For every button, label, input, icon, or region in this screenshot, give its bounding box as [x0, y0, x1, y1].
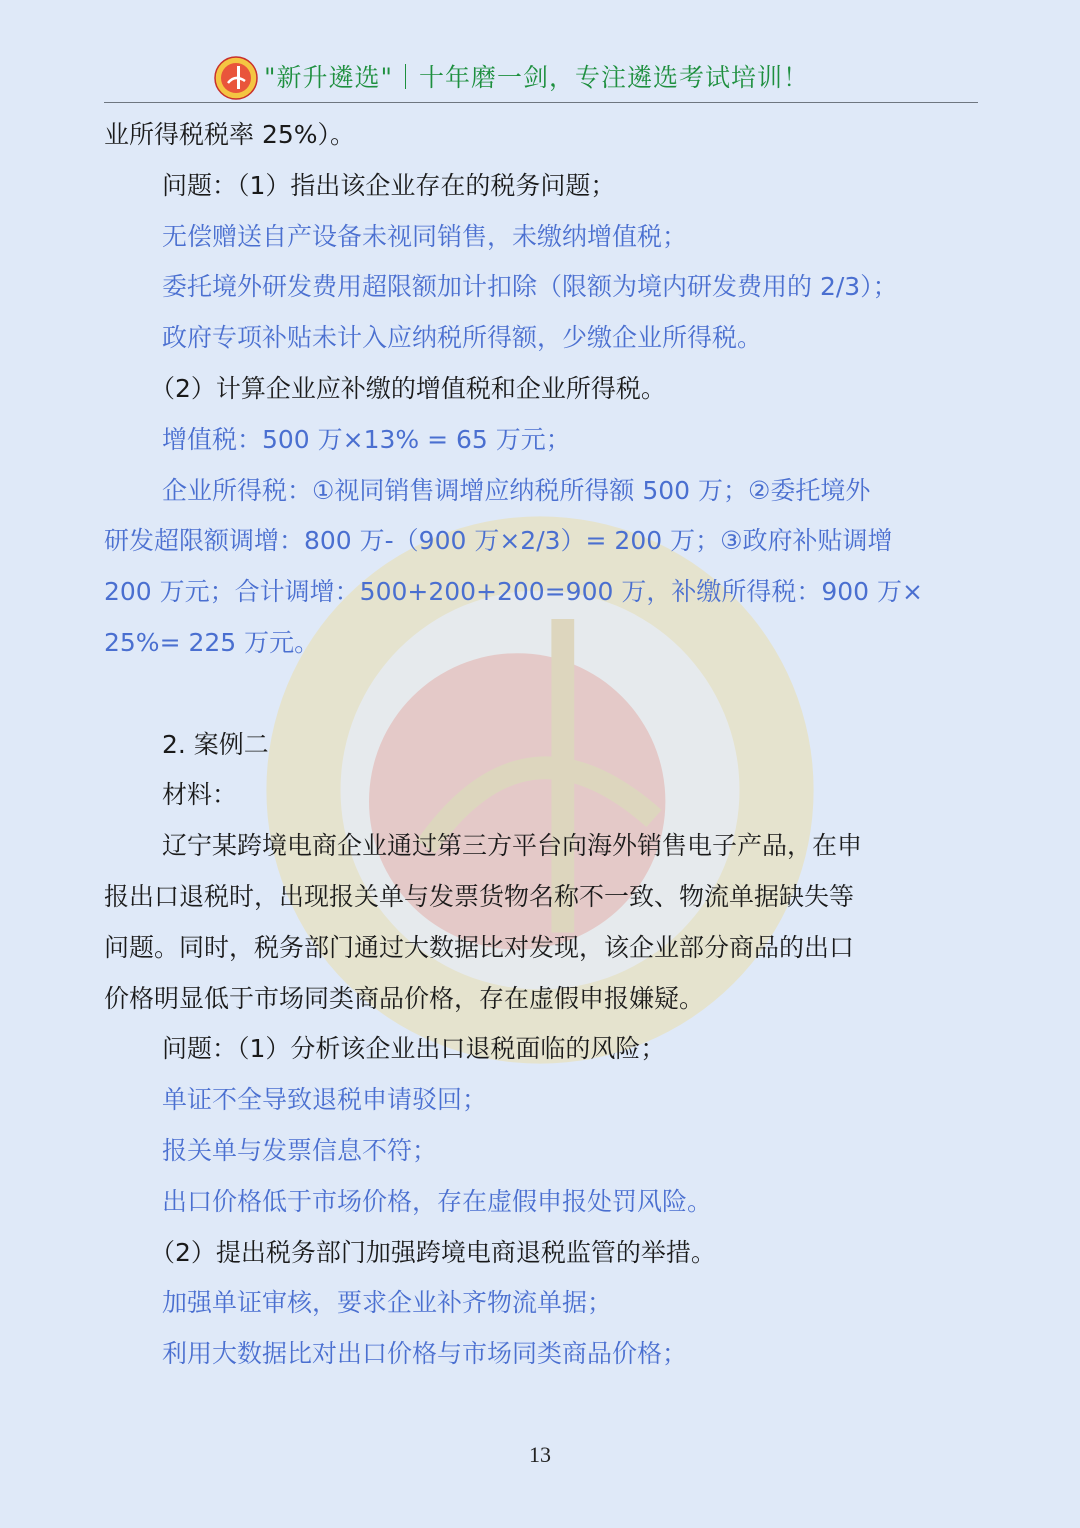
text-line: 辽宁某跨境电商企业通过第三方平台向海外销售电子产品，在申 [162, 831, 863, 861]
text-line: 委托境外研发费用超限额加计扣除（限额为境内研发费用的 2/3）； [162, 272, 898, 302]
text-line: 问题：（1）分析该企业出口退税面临的风险； [162, 1034, 666, 1064]
document-body [104, 110, 984, 1380]
text-line: 利用大数据比对出口价格与市场同类商品价格； [162, 1339, 688, 1369]
text-line: 政府专项补贴未计入应纳税所得额，少缴企业所得税。 [162, 323, 763, 353]
xinsheng-logo-icon [214, 56, 258, 100]
text-line: 报关单与发票信息不符； [162, 1135, 438, 1165]
text-line: 业所得税税率 25%）。 [104, 120, 356, 149]
text-line: 无偿赠送自产设备未视同销售，未缴纳增值税； [162, 221, 688, 251]
text-line: 2. 案例二 [162, 729, 269, 759]
text-line: 25%= 225 万元。 [104, 627, 320, 657]
text-line: 价格明显低于市场同类商品价格，存在虚假申报嫌疑。 [104, 983, 705, 1013]
page-header [104, 56, 978, 103]
text-line: 问题：（1）指出该企业存在的税务问题； [162, 170, 616, 200]
text-line: 200 万元；合计调增：500+200+200=900 万，补缴所得税：900 万× [104, 577, 923, 607]
text-line: 单证不全导致退税申请驳回； [162, 1085, 488, 1115]
text-line: （2）计算企业应补缴的增值税和企业所得税。 [150, 373, 666, 403]
text-line: 报出口退税时，出现报关单与发票货物名称不一致、物流单据缺失等 [104, 881, 855, 911]
text-line: （2）提出税务部门加强跨境电商退税监管的举措。 [150, 1237, 716, 1267]
header-slogan: "新升遴选"｜十年磨一剑，专注遴选考试培训！ [264, 63, 809, 92]
text-line: 出口价格低于市场价格，存在虚假申报处罚风险。 [162, 1186, 713, 1216]
text-line: 问题。同时，税务部门通过大数据比对发现，该企业部分商品的出口 [104, 932, 855, 962]
text-line: 材料： [162, 780, 238, 810]
blank-line [104, 669, 984, 720]
text-line: 研发超限额调增：800 万-（900 万×2/3）= 200 万；③政府补贴调增 [104, 526, 893, 556]
page-number: 13 [529, 1442, 551, 1467]
text-line: 加强单证审核，要求企业补齐物流单据； [162, 1288, 613, 1318]
text-line: 增值税：500 万×13% = 65 万元； [162, 424, 571, 454]
text-line: 企业所得税：①视同销售调增应纳税所得额 500 万；②委托境外 [162, 475, 871, 505]
